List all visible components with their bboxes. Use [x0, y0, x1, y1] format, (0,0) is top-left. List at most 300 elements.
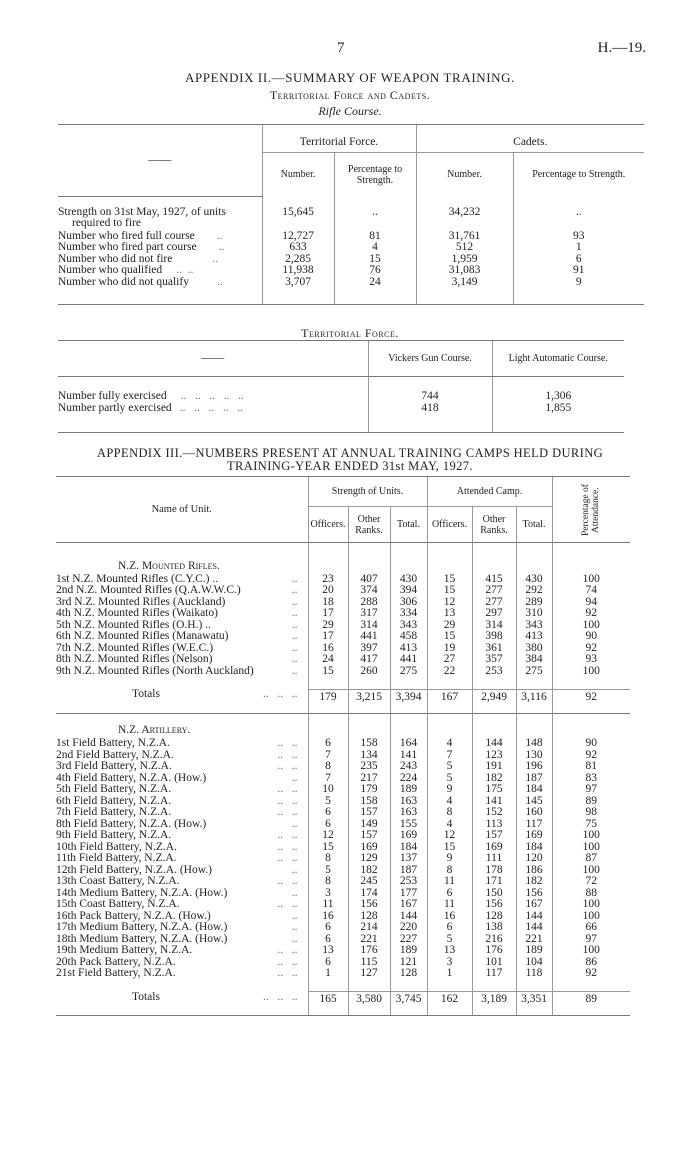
unit-name: 2nd Field Battery, N.Z.A. — [56, 748, 174, 761]
table-row — [58, 403, 624, 415]
cell: 361 — [472, 643, 516, 655]
total-cell: 3,394 — [390, 689, 427, 703]
total-cell: 3,116 — [516, 689, 552, 703]
unit-name-cell — [56, 968, 308, 980]
cell: 13 — [308, 945, 348, 957]
unit-name-cell — [56, 666, 308, 678]
leader-dots: .. .. — [277, 806, 298, 818]
spacer-cell — [516, 543, 552, 561]
total-cell: 3,745 — [390, 992, 427, 1006]
cell: 93 — [513, 231, 644, 243]
unit-name: 6th Field Battery, N.Z.A. — [56, 794, 172, 807]
cell: 394 — [390, 585, 427, 597]
cell: 10 — [308, 784, 348, 796]
unit-name: 12th Field Battery, N.Z.A. (How.) — [56, 863, 212, 876]
cell: 187 — [390, 865, 427, 877]
leader-dots: .. — [291, 630, 298, 642]
cell: 16 — [308, 643, 348, 655]
spacer-cell — [348, 703, 390, 713]
cell: 398 — [472, 631, 516, 643]
cell: 13 — [427, 945, 472, 957]
cell: 100 — [552, 842, 630, 854]
cell: 157 — [348, 830, 390, 842]
spacer-cell — [308, 543, 348, 561]
cell: 3 — [308, 888, 348, 900]
cell: 186 — [516, 865, 552, 877]
cell: 123 — [472, 750, 516, 762]
cell: 118 — [516, 968, 552, 980]
total-cell: 3,351 — [516, 992, 552, 1006]
cell: 169 — [390, 830, 427, 842]
col-attended-total: Total. — [516, 507, 552, 543]
col-other-ranks: Other Ranks. — [348, 507, 390, 543]
cell: 6 — [427, 922, 472, 934]
spacer-cell — [390, 980, 427, 992]
leader-dots: .. — [291, 921, 298, 933]
unit-name: 10th Field Battery, N.Z.A. — [56, 840, 177, 853]
leader-dots: .. — [291, 932, 298, 945]
totals-label: Totals — [132, 688, 160, 700]
cell: 196 — [516, 761, 552, 773]
col-tf-number: Number. — [262, 153, 334, 197]
cell: 12,727 — [262, 231, 334, 243]
cell: 148 — [516, 738, 552, 750]
cell: 88 — [552, 888, 630, 900]
col-name-of-unit: Name of Unit. — [56, 477, 308, 543]
unit-name: 2nd N.Z. Mounted Rifles (Q.A.W.W.C.) — [56, 584, 241, 596]
cell: 13 — [427, 608, 472, 620]
cell: 34,232 — [416, 207, 513, 231]
spacer-row — [56, 543, 630, 561]
cell: 744 — [368, 391, 492, 403]
cell: 4 — [334, 242, 416, 254]
cell: 6 — [308, 957, 348, 969]
cell: 245 — [348, 876, 390, 888]
strength-of-units-header: Strength of Units. — [308, 477, 427, 507]
unit-name: 15th Coast Battery, N.Z.A. — [56, 898, 180, 910]
cell: 156 — [348, 899, 390, 911]
spacer-cell — [516, 677, 552, 689]
spacer-cell — [308, 561, 348, 574]
section-title-text: N.Z. Mounted Rifles. — [118, 559, 220, 572]
cell: 292 — [516, 585, 552, 597]
cell: 177 — [390, 888, 427, 900]
cell: 157 — [348, 807, 390, 819]
cell: 145 — [516, 796, 552, 808]
total-cell: 162 — [427, 992, 472, 1006]
cell: 15 — [427, 842, 472, 854]
spacer-cell — [516, 980, 552, 992]
unit-name: 16th Pack Battery, N.Z.A. (How.) — [56, 909, 211, 922]
cell: 314 — [472, 620, 516, 632]
cell: 137 — [390, 853, 427, 865]
cell: 98 — [552, 807, 630, 819]
cell: 16 — [308, 911, 348, 923]
cell: 15 — [427, 631, 472, 643]
cell: 187 — [516, 773, 552, 785]
cell: 100 — [552, 945, 630, 957]
spacer-cell — [348, 677, 390, 689]
cell: 6 — [308, 819, 348, 831]
cell: 6 — [308, 738, 348, 750]
cell: 31,761 — [416, 231, 513, 243]
cell: 155 — [390, 819, 427, 831]
page-number: 7 — [337, 40, 345, 56]
cell: 1 — [427, 968, 472, 980]
cell: 430 — [390, 574, 427, 586]
header-dash: —— — [148, 153, 172, 166]
cell: 16 — [427, 911, 472, 923]
spacer-cell — [308, 703, 348, 713]
cell: .. — [334, 207, 416, 231]
cell: 275 — [516, 666, 552, 678]
cell: 357 — [472, 654, 516, 666]
cell: 8 — [308, 761, 348, 773]
cell: 214 — [348, 922, 390, 934]
cell: 157 — [472, 830, 516, 842]
cell: 3,707 — [262, 277, 334, 289]
row-label: Number who fired full course — [58, 229, 195, 242]
cell: 289 — [516, 597, 552, 609]
unit-name: 3rd Field Battery, N.Z.A. — [56, 760, 172, 772]
cell: 100 — [552, 620, 630, 632]
leader-dots: .. — [291, 886, 298, 899]
rifle-course-table — [58, 124, 644, 305]
unit-name: 5th N.Z. Mounted Rifles (O.H.) .. — [56, 618, 211, 631]
spacer-cell — [472, 703, 516, 713]
cell: 380 — [516, 643, 552, 655]
cell: 6 — [513, 254, 644, 266]
spacer-cell — [390, 677, 427, 689]
col-total: Total. — [390, 507, 427, 543]
cell: 169 — [516, 830, 552, 842]
cell: 12 — [427, 597, 472, 609]
cell: 75 — [552, 819, 630, 831]
cell: 418 — [368, 403, 492, 415]
cell: 144 — [516, 922, 552, 934]
cell: 6 — [308, 934, 348, 946]
unit-name: 4th N.Z. Mounted Rifles (Waikato) — [56, 607, 218, 619]
spacer-cell — [552, 543, 630, 561]
cell: 4 — [427, 738, 472, 750]
unit-name: 19th Medium Battery, N.Z.A. — [56, 944, 193, 956]
cell: 29 — [308, 620, 348, 632]
spacer-cell — [348, 980, 390, 992]
cell: 8 — [427, 865, 472, 877]
cell: 20 — [308, 585, 348, 597]
cell: 130 — [516, 750, 552, 762]
rifle-course-caption: Rifle Course. — [318, 104, 382, 118]
cell: 5 — [308, 796, 348, 808]
unit-name: 4th Field Battery, N.Z.A. (How.) — [56, 771, 207, 784]
cell: 144 — [516, 911, 552, 923]
leader-dots: .. — [291, 771, 298, 784]
leader-dots: .. .. — [277, 840, 298, 853]
cell: 24 — [308, 654, 348, 666]
cell: 121 — [390, 957, 427, 969]
cell: 217 — [348, 773, 390, 785]
cell: 163 — [390, 807, 427, 819]
cell: 31,083 — [416, 265, 513, 277]
cell: 182 — [472, 773, 516, 785]
page-header — [0, 40, 700, 60]
cell: 189 — [390, 784, 427, 796]
leader-dots: .. — [216, 275, 223, 288]
cell: 17 — [308, 608, 348, 620]
cell: 90 — [552, 631, 630, 643]
cell: 9 — [427, 784, 472, 796]
spacer-cell — [552, 703, 630, 713]
cell: 29 — [427, 620, 472, 632]
cell: 176 — [472, 945, 516, 957]
table-row — [58, 207, 644, 231]
leader-dots: .. .. .. — [263, 688, 298, 700]
cell: 138 — [472, 922, 516, 934]
cell: 120 — [516, 853, 552, 865]
cell: 74 — [552, 585, 630, 597]
cell: 24 — [334, 277, 416, 289]
cell: 19 — [427, 643, 472, 655]
row-label: Number who fired part course — [58, 241, 197, 253]
cell: 152 — [472, 807, 516, 819]
cell: 164 — [390, 738, 427, 750]
cell: 633 — [262, 242, 334, 254]
total-cell: 3,580 — [348, 992, 390, 1006]
unit-name: 8th Field Battery, N.Z.A. (How.) — [56, 817, 207, 830]
unit-name: 7th N.Z. Mounted Rifles (W.E.C.) — [56, 641, 214, 654]
spacer-cell — [516, 1006, 552, 1016]
unit-name: 17th Medium Battery, N.Z.A. (How.) — [56, 921, 228, 933]
cell: 189 — [390, 945, 427, 957]
cell: 1,959 — [416, 254, 513, 266]
cell: 11,938 — [262, 265, 334, 277]
cell: 15 — [427, 574, 472, 586]
cell: 115 — [348, 957, 390, 969]
cell: 1,306 — [492, 391, 624, 403]
leader-dots: .. .. — [277, 898, 298, 910]
spacer-cell — [472, 713, 516, 725]
cell: 224 — [390, 773, 427, 785]
cell: 277 — [472, 597, 516, 609]
spacer-cell — [472, 1006, 516, 1016]
cell: 5 — [427, 761, 472, 773]
cell: 117 — [472, 968, 516, 980]
row-label-continued: required to fire — [72, 217, 141, 229]
spacer-cell — [308, 713, 348, 725]
row-label: Number partly exercised — [58, 401, 172, 414]
cell: 117 — [516, 819, 552, 831]
spacer-cell — [56, 543, 308, 561]
appendix-ii-subtitle: Territorial Force and Cadets. — [269, 88, 431, 102]
cell: 150 — [472, 888, 516, 900]
cell: 15,645 — [262, 207, 334, 231]
cell: 178 — [472, 865, 516, 877]
cell: 76 — [334, 265, 416, 277]
cell: 87 — [552, 853, 630, 865]
cell: 27 — [427, 654, 472, 666]
spacer-cell — [427, 980, 472, 992]
cell: 158 — [348, 796, 390, 808]
total-cell: 89 — [552, 992, 630, 1006]
cell: 169 — [348, 842, 390, 854]
leader-dots: .. .. .. — [263, 990, 298, 1003]
cell: 227 — [390, 934, 427, 946]
leader-dots: .. — [291, 595, 298, 608]
cell: 2,285 — [262, 254, 334, 266]
unit-name: 8th N.Z. Mounted Rifles (Nelson) — [56, 653, 213, 665]
leader-dots: .. — [212, 252, 219, 265]
cell: 11 — [427, 876, 472, 888]
col-percentage-of-attendance: Percentage of Attendance. — [581, 483, 602, 536]
cell: 5 — [427, 934, 472, 946]
cell: 512 — [416, 242, 513, 254]
cell: 306 — [390, 597, 427, 609]
cell: 314 — [348, 620, 390, 632]
cell: 8 — [427, 807, 472, 819]
cell: 310 — [516, 608, 552, 620]
row-label: Number fully exercised — [58, 389, 167, 402]
cell: 407 — [348, 574, 390, 586]
cell: 179 — [348, 784, 390, 796]
cell: 343 — [516, 620, 552, 632]
spacer-cell — [390, 703, 427, 713]
cell: 458 — [390, 631, 427, 643]
spacer-cell — [56, 1006, 308, 1016]
leader-dots: .. .. — [277, 944, 298, 956]
unit-name: 3rd N.Z. Mounted Rifles (Auckland) — [56, 595, 226, 608]
col-light-automatic: Light Automatic Course. — [492, 341, 624, 377]
leader-dots: .. — [291, 572, 298, 585]
cell: 417 — [348, 654, 390, 666]
cell: 221 — [516, 934, 552, 946]
territorial-force-header: Territorial Force. — [299, 136, 379, 148]
cell: 11 — [308, 899, 348, 911]
cell: 72 — [552, 876, 630, 888]
cell: 100 — [552, 830, 630, 842]
cell: 92 — [552, 750, 630, 762]
cell: 7 — [308, 750, 348, 762]
spacer-cell — [348, 1006, 390, 1016]
cell: 1 — [308, 968, 348, 980]
leader-dots: .. .. — [176, 264, 194, 276]
total-cell: 167 — [427, 689, 472, 703]
cell: 94 — [552, 597, 630, 609]
cell: 160 — [516, 807, 552, 819]
leader-dots: .. — [291, 607, 298, 619]
totals-label: Totals — [132, 990, 160, 1003]
cell: 1 — [513, 242, 644, 254]
spacer-cell — [552, 1006, 630, 1016]
cell: 144 — [390, 911, 427, 923]
spacer-cell — [472, 980, 516, 992]
territorial-force-title: Territorial Force. — [301, 326, 399, 340]
cell: 128 — [472, 911, 516, 923]
spacer-cell — [552, 677, 630, 689]
cell: 89 — [552, 796, 630, 808]
cell: 23 — [308, 574, 348, 586]
cell: 149 — [348, 819, 390, 831]
cell: 343 — [390, 620, 427, 632]
col-attended-officers: Officers. — [427, 507, 472, 543]
cell: 158 — [348, 738, 390, 750]
total-cell: 179 — [308, 689, 348, 703]
spacer-cell — [472, 561, 516, 574]
cell: 176 — [348, 945, 390, 957]
spacer-row — [56, 703, 630, 713]
cell: 22 — [427, 666, 472, 678]
leader-dots: .. .. — [277, 794, 298, 807]
spacer-cell — [348, 713, 390, 725]
col-attended-other-ranks: Other Ranks. — [472, 507, 516, 543]
cell: 374 — [348, 585, 390, 597]
cell: 111 — [472, 853, 516, 865]
leader-dots: .. .. — [277, 852, 298, 864]
totals-row — [56, 689, 630, 703]
leader-dots: .. — [291, 664, 298, 677]
cell: 15 — [427, 585, 472, 597]
cell: 100 — [552, 574, 630, 586]
unit-name: 9th Field Battery, N.Z.A. — [56, 829, 172, 841]
cell: 3 — [427, 957, 472, 969]
cell: 3,149 — [416, 277, 513, 289]
cell: 97 — [552, 784, 630, 796]
spacer-cell — [308, 980, 348, 992]
cell: 167 — [516, 899, 552, 911]
spacer-cell — [308, 677, 348, 689]
cell: 260 — [348, 666, 390, 678]
spacer-cell — [390, 543, 427, 561]
cell: 92 — [552, 608, 630, 620]
appendix-iii-title: APPENDIX III.—NUMBERS PRESENT AT ANNUAL TRAINING CAMPS HELD DURING — [96, 446, 604, 460]
cell: 100 — [552, 911, 630, 923]
cell: 441 — [348, 631, 390, 643]
spacer-cell — [390, 561, 427, 574]
cell: 104 — [516, 957, 552, 969]
spacer-cell — [427, 677, 472, 689]
cell: 83 — [552, 773, 630, 785]
col-cadets-number: Number. — [416, 153, 513, 197]
cell: 182 — [516, 876, 552, 888]
unit-name: 20th Pack Battery, N.Z.A. — [56, 955, 176, 968]
spacer-cell — [516, 703, 552, 713]
cell: 134 — [348, 750, 390, 762]
unit-name: 5th Field Battery, N.Z.A. — [56, 783, 172, 795]
cell: 127 — [348, 968, 390, 980]
cell: 141 — [472, 796, 516, 808]
table-row — [56, 666, 630, 678]
appendix-ii-title: APPENDIX II.—SUMMARY OF WEAPON TRAINING. — [184, 70, 515, 85]
table-row — [56, 968, 630, 980]
cadets-header: Cadets. — [513, 136, 548, 148]
cell: 253 — [390, 876, 427, 888]
leader-dots: .. .. — [277, 955, 298, 968]
leader-dots: .. — [291, 909, 298, 922]
cell: 128 — [390, 968, 427, 980]
cell: 397 — [348, 643, 390, 655]
cell: .. — [513, 207, 644, 231]
leader-dots: .. .. — [277, 737, 298, 749]
cell: 235 — [348, 761, 390, 773]
spacer-cell — [427, 543, 472, 561]
cell: 101 — [472, 957, 516, 969]
cell: 430 — [516, 574, 552, 586]
spacer-cell — [516, 561, 552, 574]
cell: 1,855 — [492, 403, 624, 415]
cell: 12 — [308, 830, 348, 842]
leader-dots: .. .. — [277, 748, 298, 761]
leader-dots: .. .. — [277, 829, 298, 841]
cell: 100 — [552, 666, 630, 678]
